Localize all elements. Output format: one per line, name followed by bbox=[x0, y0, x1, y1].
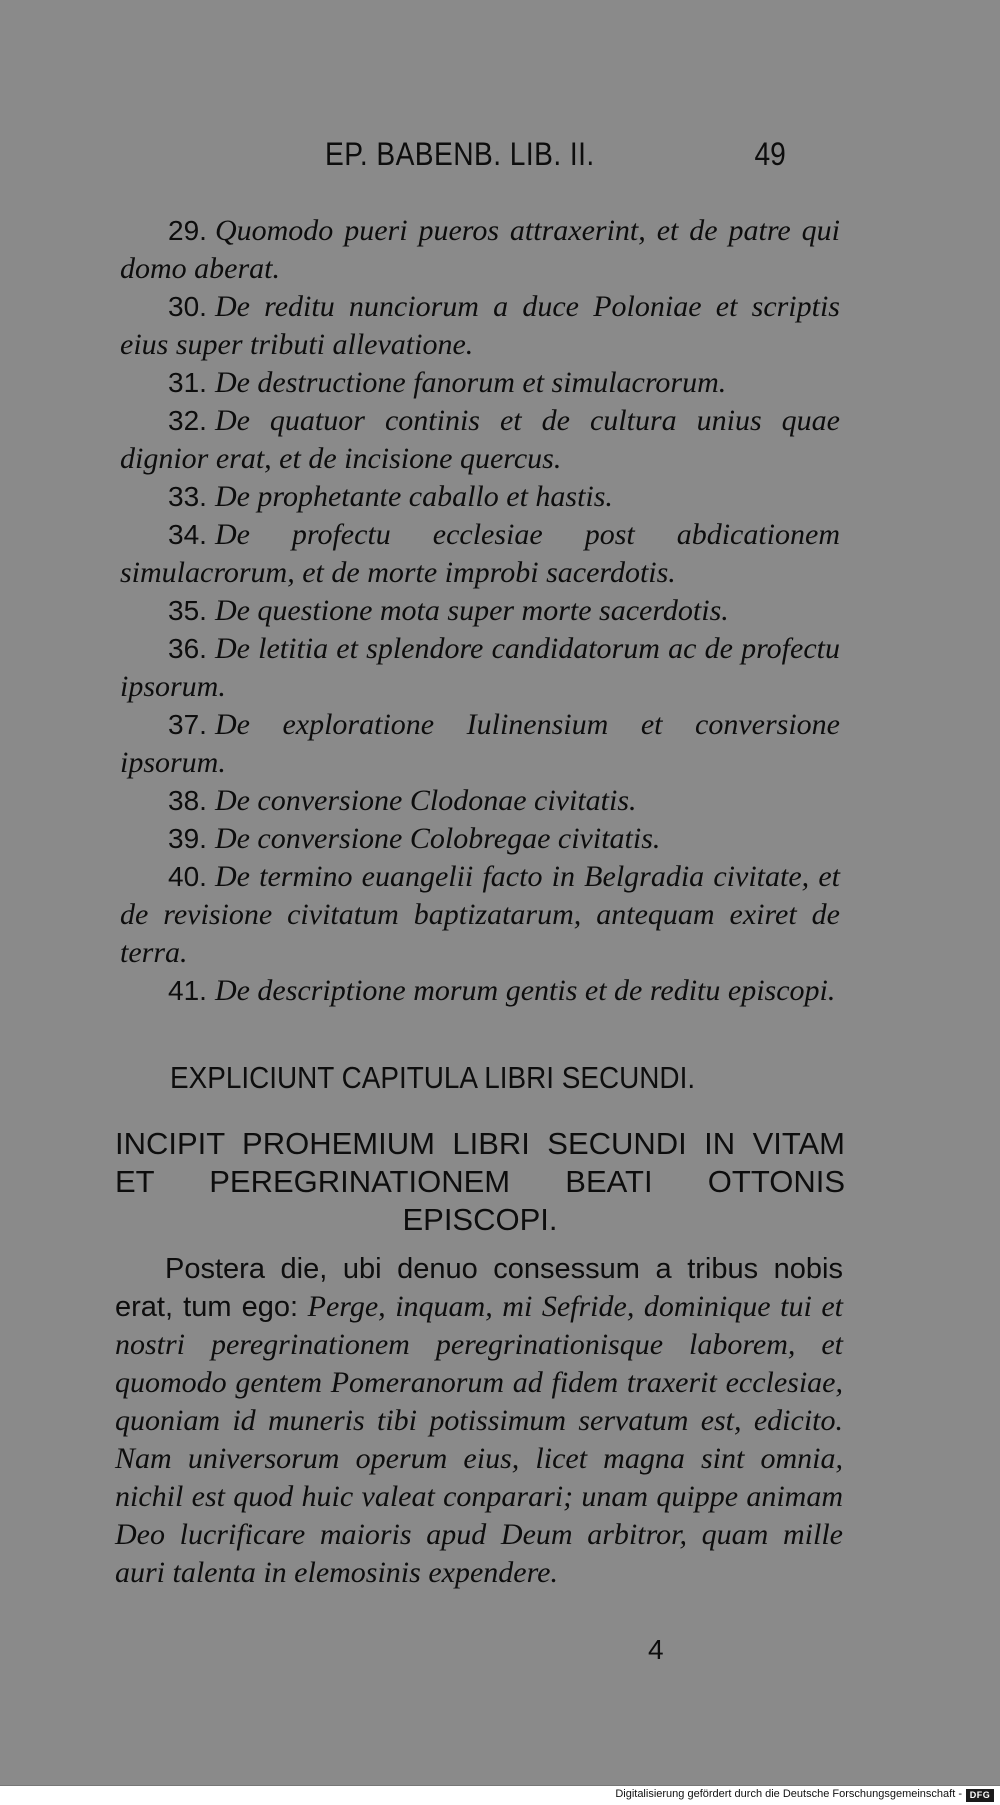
chapter-title: De profectu ecclesiae post abdicationem simulacrorum, et de morte improbi sacerdotis. bbox=[120, 518, 840, 589]
chapter-number: 41. bbox=[168, 975, 207, 1006]
chapter-number: 34. bbox=[168, 519, 207, 550]
dfg-logo-icon: DFG bbox=[966, 1789, 994, 1802]
chapter-number: 39. bbox=[168, 823, 207, 854]
chapter-title: De termino euangelii facto in Belgradia civitate, et de revisione civitatum baptizatarum, antequam exiret de terra. bbox=[120, 860, 840, 969]
running-head-title: EP. BABENB. LIB. II. bbox=[325, 136, 595, 172]
chapter-entry bbox=[120, 630, 840, 706]
chapter-title: De exploratione Iulinensium et conversione ipsorum. bbox=[120, 708, 840, 779]
chapter-title: De quatuor continis et de cultura unius quae dignior erat, et de incisione quercus. bbox=[120, 404, 840, 475]
explicit-line: EXPLICIUNT CAPITULA LIBRI SECUNDI. bbox=[170, 1060, 696, 1095]
chapter-entry bbox=[120, 288, 840, 364]
footer-credit: Digitalisierung gefördert durch die Deutsche Forschungsgemeinschaft - bbox=[615, 1788, 962, 1800]
prohemium-text bbox=[115, 1250, 843, 1592]
prohemium-heading: INCIPIT PROHEMIUM LIBRI SECUNDI IN VITAM ET PEREGRINATIONEM BEATI OTTONIS EPISCOPI. bbox=[115, 1126, 845, 1237]
chapter-number: 40. bbox=[168, 861, 207, 892]
chapter-entry bbox=[120, 402, 840, 478]
chapter-title: De questione mota super morte sacerdotis. bbox=[214, 594, 729, 627]
chapter-entry bbox=[120, 706, 840, 782]
chapter-entry bbox=[120, 478, 840, 516]
prose-paragraph bbox=[115, 1250, 843, 1592]
prose-roman-part: Postera die, ubi denuo consessum a tribus nobis erat, tum ego: bbox=[115, 1253, 843, 1323]
chapter-title: De destructione fanorum et simulacrorum. bbox=[214, 366, 727, 399]
chapter-entry bbox=[120, 212, 840, 288]
chapter-list bbox=[120, 212, 840, 1010]
chapter-entry bbox=[120, 972, 840, 1010]
chapter-number: 33. bbox=[168, 481, 207, 512]
chapter-title: De prophetante caballo et hastis. bbox=[214, 480, 613, 513]
chapter-title: De conversione Clodonae civitatis. bbox=[214, 784, 637, 817]
chapter-entry bbox=[120, 782, 840, 820]
footer-bar bbox=[0, 1785, 1000, 1805]
chapter-title: De reditu nunciorum a duce Poloniae et scriptis eius super tributi allevatione. bbox=[120, 290, 840, 361]
chapter-title: Quomodo pueri pueros attraxerint, et de patre qui domo aberat. bbox=[120, 214, 840, 285]
chapter-number: 29. bbox=[168, 215, 207, 246]
chapter-title: De letitia et splendore candidatorum ac de profectu ipsorum. bbox=[120, 632, 840, 703]
chapter-number: 38. bbox=[168, 785, 207, 816]
running-head bbox=[325, 136, 787, 178]
chapter-number: 36. bbox=[168, 633, 207, 664]
prose-italic-part: Perge, inquam, mi Sefride, dominique tui et nostri peregrinationem peregrinationisque laborem, et quomodo gentem Pomeranorum ad fidem traxerit ecclesiae, quoniam id muneris tibi potissimum servatum est, edicito. Nam universorum operum eius, licet magna sint omnia, nichil est quod huic valeat conparari; unam quippe animam Deo lucrificare maioris apud Deum arbitror, quam mille auri talenta in elemosinis expendere. bbox=[115, 1290, 844, 1589]
chapter-entry bbox=[120, 364, 840, 402]
chapter-title: De conversione Colobregae civitatis. bbox=[214, 822, 661, 855]
chapter-number: 32. bbox=[168, 405, 207, 436]
chapter-entry bbox=[120, 820, 840, 858]
chapter-entry bbox=[120, 858, 840, 972]
chapter-entry bbox=[120, 516, 840, 592]
signature-mark: 4 bbox=[648, 1634, 664, 1665]
page-number: 49 bbox=[754, 136, 786, 172]
chapter-number: 37. bbox=[168, 709, 207, 740]
chapter-number: 35. bbox=[168, 595, 207, 626]
chapter-title: De descriptione morum gentis et de reditu episcopi. bbox=[214, 974, 836, 1007]
chapter-entry bbox=[120, 592, 840, 630]
chapter-number: 31. bbox=[168, 367, 207, 398]
chapter-number: 30. bbox=[168, 291, 207, 322]
